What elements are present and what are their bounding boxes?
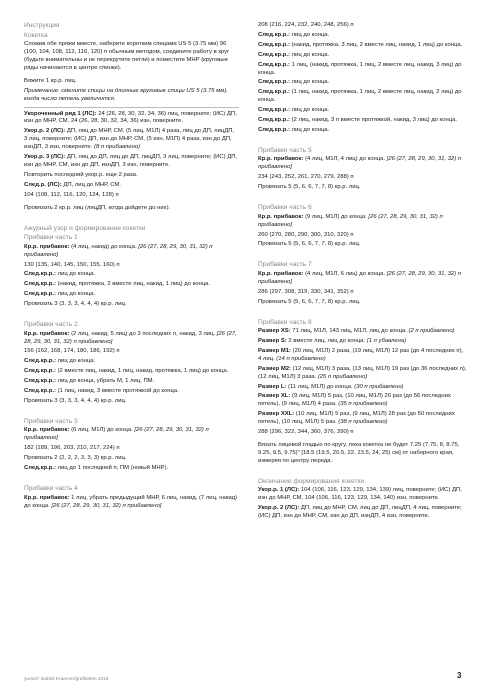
inc3-round: Кр.р. прибавок: (6 лиц, М1Л) до конца. [26 (27, 28, 29, 30, 31, 32) п прибавлено]: [24, 427, 209, 442]
repeat-note: Повторить последний укор.р. еще 2 раза.: [24, 171, 138, 178]
left-column: [24, 22, 239, 512]
inc4-next-2: След.кр.р.: (накид, протяжка, 3 лиц, 2 вместе лиц, накид, 1 лиц) до конца.: [258, 41, 463, 48]
inc6-count: 260 (270, 280, 290, 300, 310, 320) п: [258, 231, 354, 238]
size-l: Размер L: (11 лиц, М1Л) до конца. (30 п прибавлено): [258, 383, 404, 390]
size-xs: Размер XS: 71 лиц, М1Л, 143 лиц, М1Л, лиц до конца. (2 п прибавлено): [258, 328, 455, 335]
section-heading-inc1: Прибавки часть 1: [24, 234, 78, 242]
inc7-knit: Провязать 5 (5, 6, 6, 7, 7, 8) кр.р. лиц.: [258, 298, 361, 305]
size-m1: Размер M1: (20 лиц, М1Л) 2 раза, (19 лиц, М1Л) 12 раз (до 4 последних п), 4 лиц. (14 п прибавлено): [258, 347, 464, 362]
inc5-knit: Провязать 5 (5, 6, 6, 7, 7, 8) кр.р. лиц.: [258, 184, 361, 191]
stitch-count: 104 (108, 112, 116, 120, 124, 128) п: [24, 191, 119, 198]
inc6-round: Кр.р. прибавок: (9 лиц, М1Л) до конца. [26 (27, 28, 29, 30, 31, 32) п прибавлено]: [258, 213, 443, 228]
inc4-next-3: След.кр.р.: лиц до конца.: [258, 51, 330, 58]
inc2-next-2: След.кр.р.: (2 вместе лиц, накид, 1 лиц, накид, протяжка, 1 лиц) до конца.: [24, 368, 229, 375]
inc4-next-8: След.кр.р.: (2 лиц, накид, 3 п вместе протяжкой, накид, 3 лиц) до конца.: [258, 117, 458, 124]
right-column: [258, 22, 468, 523]
inc6-knit: Провязать 5 (5, 6, 6, 7, 7, 8) кр.р. лиц.: [258, 241, 361, 248]
inc1-round: Кр.р. прибавок: (4 лиц, накид) до конца. [26 (27, 28, 29, 30, 31, 32) п прибавлено]: [24, 243, 213, 258]
copyright-footer: yume© Isabell Kraemer/grafkeken 2018: [24, 677, 109, 682]
inc4-round: Кр.р. прибавок: 1 лиц, убрать предыдущий МНР, 6 лиц, накид, (7 лиц, накид) до конца. [26 (27, 28, 29, 30, 31, 32) п прибавлено]: [24, 494, 238, 509]
inc3-count: 182 (189, 196, 203, 210, 217, 224) п: [24, 445, 120, 452]
section-heading-inc2: Прибавки часть 2: [24, 321, 78, 329]
inc2-round: Кр.р. прибавок: (2 лиц, накид, 5 лиц) до 3 последних п, накид, 3 лиц. [26 (27, 28, 29, 30, 31, 32) п прибавлено]: [24, 330, 237, 345]
size-xxl: Размер XXL: (10 лиц, М1Л) 5 раз, (9 лиц, М1Л) 28 раз (до 50 последних петель), (10 лиц, М1Л) 5 раз. (38 п прибавлено): [258, 411, 455, 426]
inc1-count: 130 (135, 140, 145, 150, 155, 160) п: [24, 261, 120, 268]
short-row-2: Укор.р. 2 (ЛС): ДП, лиц до МНР, СМ, (5 лиц, М1Л) 4 раза, лиц до ДП, лицДП, 3 лиц, поверните; (ИС) ДП, изн до МНР, СМ, (5 изн, М1П) 4 раза, изн до ДП, изнДП, 3 изн, поверните. (8 п прибавлено): [24, 128, 235, 151]
inc4-count: 208 (216, 224, 232, 240, 248, 256) п: [258, 22, 354, 28]
section-heading-inc8: Прибавки часть 8: [258, 318, 312, 326]
section-heading-lace: Ажурный узор и формирование кокетки: [24, 224, 146, 232]
cast-on-paragraph: Сложив обе пряжи вместе, наберите коротким спицами US 5 (3.75 мм) 96 (100, 104, 108, 112, 116, 120) п обычным методом, соедините работу в круг (будьте внимательны и не перекрутите петли) и поместите МНР (круговые ряды начинаются в центре спинки).: [24, 41, 230, 71]
section-heading-inc7: Прибавки часть 7: [258, 261, 312, 269]
inc2-next-4: След.кр.р.: (1 лиц, накид, 3 вместе протяжкой до конца.: [24, 388, 179, 395]
section-heading-yoke: Кокетка: [24, 31, 48, 39]
short-row-1: Укороченный ряд 1 (ЛС): 24 (26, 28, 30, 32, 34, 36) лиц, поверните; (ИС) ДП, изн до МНР, СМ, 24 (26, 28, 30, 32, 34, 36) изн, поверните.: [24, 110, 237, 125]
inc7-round: Кр.р. прибавок: (4 лиц, М1Л, 6 лиц) до конца. [26 (27, 28, 29, 30, 31, 32) п прибавлено]: [258, 270, 462, 285]
inc4-next-1: След.кр.р.: лиц до конца.: [258, 31, 330, 38]
next-row: След.р. (ЛС): ДП, лиц до МНР, СМ.: [24, 181, 121, 188]
inc4-next-5: След.кр.р.: лиц до конца.: [258, 79, 330, 86]
end-short-row-2: Укор.р. 2 (ЛС): ДП, лиц до МНР, СМ, лиц до ДП, лицДП, 4 лиц, поверните; (ИС) ДП, изн до МНР, СМ, изн до ДП, изнДП, 4 изн, поверните.: [258, 505, 462, 520]
inc5-count: 234 (243, 252, 261, 270, 279, 288) п: [258, 174, 354, 181]
section-heading-inc6: Прибавки часть 6: [258, 204, 312, 212]
inc3-knit: Провязать 2 (2, 2, 2, 3, 3, 3) кр.р. лиц.: [24, 455, 127, 462]
knit-rounds: Провязать 2 кр.р. лиц (лицДП, когда дойдете до них).: [24, 204, 171, 211]
inc2-next-1: След.кр.р.: лиц до конца.: [24, 358, 96, 365]
inc7-count: 286 (297, 308, 319, 330, 341, 352) п: [258, 288, 354, 295]
inc2-count: 156 (162, 168, 174, 180, 186, 192) п: [24, 348, 120, 355]
section-heading-instructions: Инструкция: [24, 22, 60, 29]
inc4-next-7: След.кр.р.: лиц до конца.: [258, 107, 330, 114]
section-heading-yoke-end: Окончание формирования кокетки: [258, 477, 365, 485]
end-short-row-1: Укор.р. 1 (ЛС): 104 (106, 116, 123, 129, 134, 139) лиц, поверните; (ИС) ДП, изн до МНР, СМ, 104 (106, 116, 123, 129, 134, 140) изн, поверните.: [258, 487, 462, 502]
inc4-next-6: След.кр.р.: (1 лиц, накид, протяжка, 1 лиц, 2 вместе лиц, накид, 2 лиц) до конца.: [258, 89, 462, 104]
section-heading-inc3: Прибавки часть 3: [24, 417, 78, 425]
divider: [24, 107, 239, 108]
needle-note: Примечание: смените спицы на длинные круговые спицы US 5 (3.75 мм), когда число петель увеличится.: [24, 87, 228, 102]
short-row-3: Укор.р. 3 (ЛС): ДП, лиц до ДП, лиц до ДП, лицДП, 3 лиц, поверните; (ИС) ДП, изн до МНР, СМ, изн до ДП, изнДП, 3 изн, поверните.: [24, 154, 238, 168]
knit-one-round: Вяжите 1 кр.р. лиц.: [24, 77, 77, 84]
body-length: Вязать лицевой гладью по кругу, пока кокетка не будет 7.25 (7.75, 8, 8.75, 9.25, 9.5, 9.75)" [18.5 (19.5, 20.5, 22, 23.5, 24, 25) см] от наборного края, измеряя по центру переда.: [258, 442, 460, 464]
inc5-round: Кр.р. прибавок: (4 лиц, М1Л, 4 лиц) до конца. [26 (27, 28, 29, 30, 31, 32) п прибавлено]: [258, 156, 462, 171]
size-xl: Размер XL: (9 лиц, М1Л) 5 раз, (10 лиц, М1Л) 26 раз (до 56 последних петель), (9 лиц, М1Л) 4 раза. (35 п прибавлено): [258, 393, 451, 408]
section-heading-inc5: Прибавки часть 5: [258, 146, 312, 154]
size-s: Размер S: 2 вместе лиц, лиц до конца. (1 п убавлена): [258, 338, 407, 345]
inc8-count: 288 (296, 322, 344, 360, 376, 390) п: [258, 429, 354, 436]
inc1-next-1: След.кр.р.: лиц до конца.: [24, 271, 96, 278]
inc4-next-4: След.кр.р.: 1 лиц, (накид, протяжка, 1 лиц, 2 вместе лиц, накид, 3 лиц) до конца.: [258, 61, 462, 76]
size-m2: Размер M2: (12 лиц, М1Л) 3 раза, (13 лиц, М1Л) 19 раз (до 36 последних п), (12 лиц, М1Л) 3 раза. (25 п прибавлено): [258, 365, 467, 380]
inc1-next-2: След.кр.р.: (накид, протяжка, 2 вместе лиц, накид, 1 лиц) до конца.: [24, 281, 211, 288]
inc3-next-1: След.кр.р.: лиц до 1 последней п, ПМ (новый МНР).: [24, 465, 169, 472]
section-heading-inc4: Прибавки часть 4: [24, 485, 78, 492]
inc2-knit: Провязать 3 (3, 3, 3, 4, 4, 4) кр.р. лиц.: [24, 397, 127, 404]
inc2-next-3: След.кр.р.: лиц до конца, убрать М, 1 лиц, ПМ.: [24, 378, 155, 385]
page-number: 3: [457, 671, 462, 680]
inc1-knit: Провязать 3 (3, 3, 3, 4, 4, 4) кр.р. лиц.: [24, 301, 127, 308]
inc4-next-9: След.кр.р.: лиц до конца.: [258, 126, 330, 133]
inc1-next-3: След.кр.р.: лиц до конца.: [24, 291, 96, 298]
